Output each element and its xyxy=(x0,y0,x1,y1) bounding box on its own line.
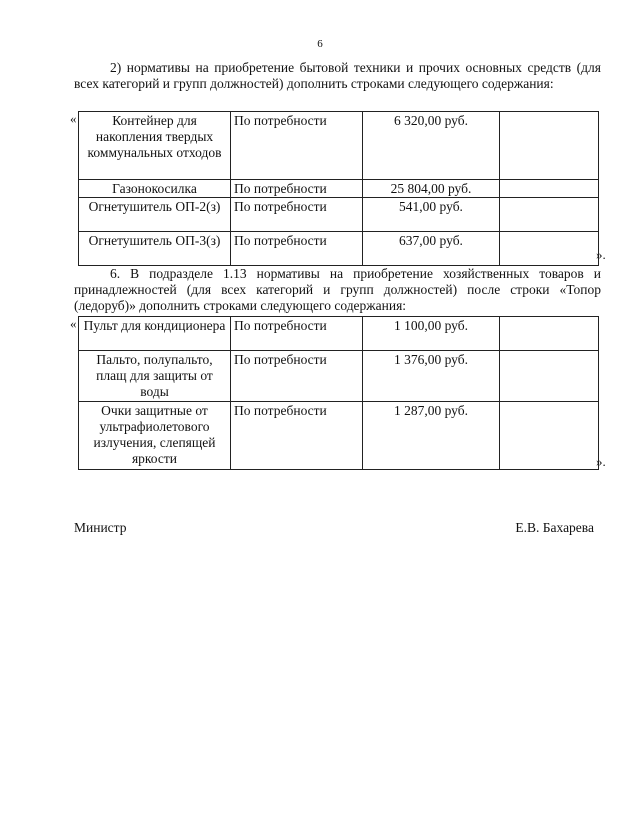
item-need: По потребности xyxy=(231,402,363,470)
item-name: Огнетушитель ОП-2(з) xyxy=(79,198,231,232)
table-body xyxy=(79,112,599,266)
item-need: По потребности xyxy=(231,198,363,232)
paragraph-text: 2) нормативы на приобретение бытовой техники и прочих основных средств (для всех категорий и групп должностей) дополнить строками следующего содержания: xyxy=(74,60,601,91)
table-1-close-quote: ». xyxy=(596,247,606,262)
table-row xyxy=(79,317,599,351)
page-number: 6 xyxy=(317,38,323,50)
item-need: По потребности xyxy=(231,112,363,180)
table-2-open-quote: « xyxy=(70,316,77,331)
item-extra xyxy=(500,402,599,470)
item-price: 6 320,00 руб. xyxy=(363,112,500,180)
table-2-close-quote: ». xyxy=(596,454,606,469)
signature-name: Е.В. Бахарева xyxy=(515,520,594,535)
item-name: Пальто, полупальто, плащ для защиты от воды xyxy=(79,351,231,402)
item-need: По потребности xyxy=(231,232,363,266)
paragraph-household-goods xyxy=(74,266,601,314)
table-row xyxy=(79,180,599,198)
table-row xyxy=(79,351,599,402)
item-price: 25 804,00 руб. xyxy=(363,180,500,198)
table-row xyxy=(79,198,599,232)
item-price: 541,00 руб. xyxy=(363,198,500,232)
item-need: По потребности xyxy=(231,351,363,402)
item-name: Газонокосилка xyxy=(79,180,231,198)
table-row xyxy=(79,402,599,470)
item-price: 637,00 руб. xyxy=(363,232,500,266)
paragraph-text: 6. В подразделе 1.13 нормативы на приобретение хозяйственных товаров и принадлежностей (для всех категорий и групп должностей) после строки «Топор (ледоруб)» дополнить строками следующего содержания: xyxy=(74,266,601,313)
item-name: Пульт для кондиционера xyxy=(79,317,231,351)
item-extra xyxy=(500,351,599,402)
item-price: 1 376,00 руб. xyxy=(363,351,500,402)
item-extra xyxy=(500,317,599,351)
item-extra xyxy=(500,112,599,180)
item-extra xyxy=(500,180,599,198)
table-row xyxy=(79,232,599,266)
item-need: По потребности xyxy=(231,317,363,351)
item-need: По потребности xyxy=(231,180,363,198)
table-1-open-quote: « xyxy=(70,111,77,126)
item-extra xyxy=(500,198,599,232)
table-household-appliances xyxy=(78,111,599,266)
item-name: Контейнер для накопления твердых коммунальных отходов xyxy=(79,112,231,180)
paragraph-household-appliances xyxy=(74,60,601,92)
item-name: Огнетушитель ОП-3(з) xyxy=(79,232,231,266)
table-row xyxy=(79,112,599,180)
item-price: 1 100,00 руб. xyxy=(363,317,500,351)
item-name: Очки защитные от ультрафиолетового излучения, слепящей яркости xyxy=(79,402,231,470)
table-body xyxy=(79,317,599,470)
item-price: 1 287,00 руб. xyxy=(363,402,500,470)
item-extra xyxy=(500,232,599,266)
signature-title: Министр xyxy=(74,520,127,535)
table-household-goods xyxy=(78,316,599,470)
